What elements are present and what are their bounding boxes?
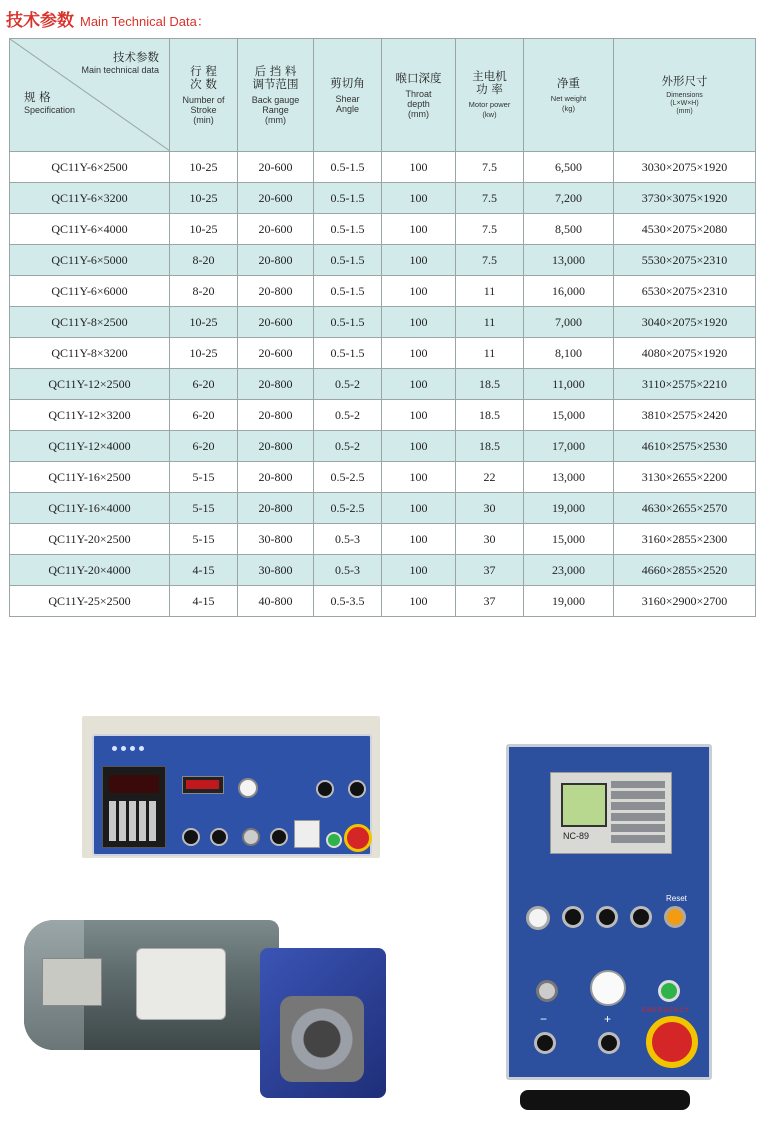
table-cell: 22 (456, 462, 524, 493)
model-cell: QC11Y-20×2500 (10, 524, 170, 555)
table-cell: 0.5-2 (314, 369, 382, 400)
table-cell: 3730×3075×1920 (614, 183, 756, 214)
emergency-stop-button[interactable] (646, 1016, 698, 1068)
column-header-zh: 后 挡 料 调节范围 (252, 64, 299, 91)
table-cell: 4-15 (170, 555, 238, 586)
table-cell: 7.5 (456, 152, 524, 183)
table-cell: 100 (382, 338, 456, 369)
table-cell: 3030×2075×1920 (614, 152, 756, 183)
table-row (10, 369, 756, 400)
table-cell: 16,000 (524, 276, 614, 307)
table-cell: 20-800 (238, 369, 314, 400)
page-heading (6, 6, 210, 31)
table-cell: 15,000 (524, 400, 614, 431)
table-row (10, 245, 756, 276)
model-cell: QC11Y-16×4000 (10, 493, 170, 524)
table-cell: 23,000 (524, 555, 614, 586)
table-row (10, 400, 756, 431)
corner-bottom-en: Specification (24, 105, 76, 115)
table-row (10, 183, 756, 214)
table-cell: 7,000 (524, 307, 614, 338)
table-cell: 11 (456, 276, 524, 307)
table-cell: 0.5-1.5 (314, 183, 382, 214)
table-cell: 100 (382, 555, 456, 586)
table-cell: 6-20 (170, 400, 238, 431)
column-header-en: Throat depth (mm) (405, 88, 432, 119)
column-header-zh: 净重 (557, 75, 580, 90)
table-cell: 100 (382, 586, 456, 617)
table-row (10, 586, 756, 617)
table-cell: 15,000 (524, 524, 614, 555)
table-cell: 0.5-1.5 (314, 307, 382, 338)
motor-gearbox-photo (24, 900, 396, 1110)
nameplate (42, 958, 102, 1006)
table-cell: 18.5 (456, 400, 524, 431)
corner-top-zh: 技术参数 (113, 50, 159, 64)
table-cell: 6-20 (170, 431, 238, 462)
corner-bottom-zh: 规 格 (24, 90, 51, 104)
controller-display (109, 775, 159, 793)
push-button[interactable] (210, 828, 228, 846)
power-indicator-button[interactable] (526, 906, 550, 930)
model-cell: QC11Y-6×3200 (10, 183, 170, 214)
table-cell: 8-20 (170, 276, 238, 307)
table-cell: 30 (456, 524, 524, 555)
table-cell: 8,100 (524, 338, 614, 369)
table-cell: 100 (382, 524, 456, 555)
table-cell: 19,000 (524, 586, 614, 617)
table-cell: 20-600 (238, 307, 314, 338)
table-row (10, 152, 756, 183)
table-cell: 4530×2075×2080 (614, 214, 756, 245)
table-cell: 0.5-1.5 (314, 245, 382, 276)
table-cell: 0.5-3 (314, 555, 382, 586)
table-cell: 0.5-2.5 (314, 462, 382, 493)
table-cell: 17,000 (524, 431, 614, 462)
table-cell: 13,000 (524, 245, 614, 276)
key-switch[interactable] (242, 828, 260, 846)
column-header-en: Back gauge Range (mm) (251, 95, 300, 125)
table-cell: 20-800 (238, 493, 314, 524)
table-cell: 6-20 (170, 369, 238, 400)
column-header-en: Net weight (kg) (550, 93, 587, 113)
table-cell: 20-600 (238, 214, 314, 245)
emergency-label: EMERGENCY (642, 1008, 690, 1014)
table-cell: 10-25 (170, 183, 238, 214)
table-cell: 10-25 (170, 338, 238, 369)
table-cell: 7,200 (524, 183, 614, 214)
table-cell: 11,000 (524, 369, 614, 400)
table-cell: 20-800 (238, 462, 314, 493)
model-cell: QC11Y-12×2500 (10, 369, 170, 400)
table-cell: 20-600 (238, 152, 314, 183)
pressure-gauge (590, 970, 626, 1006)
table-cell: 100 (382, 183, 456, 214)
table-header-row (10, 39, 756, 152)
controller-screen (561, 783, 607, 827)
selector-knob[interactable] (348, 780, 366, 798)
table-cell: 3040×2075×1920 (614, 307, 756, 338)
table-row (10, 493, 756, 524)
table-cell: 20-600 (238, 338, 314, 369)
decrease-button[interactable] (534, 1032, 556, 1054)
table-cell: 0.5-2.5 (314, 493, 382, 524)
table-cell: 19,000 (524, 493, 614, 524)
corner-top-en: Main technical data (81, 65, 159, 75)
column-header-en: Shear Angle (335, 93, 360, 114)
dial-gauge (294, 820, 320, 848)
table-cell: 100 (382, 214, 456, 245)
selector-knob[interactable] (270, 828, 288, 846)
junction-box (136, 948, 226, 1020)
model-cell: QC11Y-20×4000 (10, 555, 170, 586)
table-cell: 5-15 (170, 493, 238, 524)
table-cell: 4630×2655×2570 (614, 493, 756, 524)
column-header-en: Dimensions (L×W×H) (mm) (666, 91, 703, 115)
model-cell: QC11Y-6×2500 (10, 152, 170, 183)
table-cell: 100 (382, 400, 456, 431)
small-control-panel-photo (82, 716, 380, 858)
table-cell: 3160×2900×2700 (614, 586, 756, 617)
table-cell: 4610×2575×2530 (614, 431, 756, 462)
table-cell: 10-25 (170, 307, 238, 338)
key-switch[interactable] (536, 980, 558, 1002)
power-indicator-button[interactable] (238, 778, 258, 798)
table-cell: 100 (382, 462, 456, 493)
table-cell: 20-800 (238, 431, 314, 462)
table-cell: 100 (382, 152, 456, 183)
table-cell: 37 (456, 586, 524, 617)
digital-controller (102, 766, 166, 848)
table-cell: 40-800 (238, 586, 314, 617)
table-row (10, 462, 756, 493)
selector-knob[interactable] (562, 906, 584, 928)
column-header-stroke (170, 39, 238, 152)
gearbox-flange (280, 996, 364, 1082)
start-button[interactable] (658, 980, 680, 1002)
table-cell: 30-800 (238, 555, 314, 586)
model-cell: QC11Y-12×3200 (10, 400, 170, 431)
reset-button[interactable] (664, 906, 686, 928)
column-header-zh: 剪切角 (330, 75, 365, 90)
table-cell: 11 (456, 307, 524, 338)
controller-keypad (611, 781, 665, 843)
table-cell: 4660×2855×2520 (614, 555, 756, 586)
model-cell: QC11Y-8×3200 (10, 338, 170, 369)
table-row (10, 214, 756, 245)
table-cell: 0.5-2 (314, 400, 382, 431)
table-cell: 100 (382, 493, 456, 524)
table-cell: 7.5 (456, 214, 524, 245)
table-cell: 100 (382, 369, 456, 400)
table-cell: 8-20 (170, 245, 238, 276)
heading-en: Main Technical Data： (80, 14, 210, 29)
column-header-net-weight (524, 39, 614, 152)
table-row (10, 431, 756, 462)
selector-knob[interactable] (596, 906, 618, 928)
increase-button[interactable] (598, 1032, 620, 1054)
table-cell: 6530×2075×2310 (614, 276, 756, 307)
controller-keypad (109, 801, 159, 841)
model-cell: QC11Y-8×2500 (10, 307, 170, 338)
column-header-zh: 主电机 功 率 (472, 69, 507, 96)
table-cell: 5-15 (170, 462, 238, 493)
technical-data-table (9, 38, 756, 617)
table-cell: 30-800 (238, 524, 314, 555)
minus-label: − (540, 1012, 548, 1026)
table-cell: 100 (382, 276, 456, 307)
start-button[interactable] (326, 832, 342, 848)
table-cell: 3110×2575×2210 (614, 369, 756, 400)
table-cell: 20-800 (238, 245, 314, 276)
table-cell: 0.5-3 (314, 524, 382, 555)
table-cell: 5-15 (170, 524, 238, 555)
table-cell: 4080×2075×1920 (614, 338, 756, 369)
table-cell: 0.5-1.5 (314, 214, 382, 245)
emergency-stop-button[interactable] (344, 824, 372, 852)
panel-face (92, 734, 372, 856)
table-cell: 100 (382, 245, 456, 276)
table-cell: 13,000 (524, 462, 614, 493)
table-cell: 10-25 (170, 214, 238, 245)
table-row (10, 338, 756, 369)
table-cell: 18.5 (456, 369, 524, 400)
table-cell: 100 (382, 307, 456, 338)
table-cell: 18.5 (456, 431, 524, 462)
table-cell: 0.5-3.5 (314, 586, 382, 617)
table-row (10, 307, 756, 338)
table-cell: 0.5-1.5 (314, 338, 382, 369)
table-cell: 30 (456, 493, 524, 524)
heading-zh: 技术参数 (6, 11, 74, 31)
nc-controller (550, 772, 672, 854)
table-cell: 5530×2075×2310 (614, 245, 756, 276)
controller-model-label: NC-89 (563, 831, 590, 841)
table-cell: 3130×2655×2200 (614, 462, 756, 493)
header-corner-cell (10, 39, 170, 152)
push-button[interactable] (182, 828, 200, 846)
table-cell: 10-25 (170, 152, 238, 183)
counter-display (182, 776, 224, 794)
table-cell: 0.5-1.5 (314, 276, 382, 307)
column-header-motor-power (456, 39, 524, 152)
table-cell: 3160×2855×2300 (614, 524, 756, 555)
table-cell: 6,500 (524, 152, 614, 183)
column-header-zh: 喉口深度 (395, 70, 442, 85)
table-cell: 7.5 (456, 245, 524, 276)
column-header-shear-angle (314, 39, 382, 152)
column-header-back-gauge (238, 39, 314, 152)
indicator-strip (112, 746, 170, 764)
model-cell: QC11Y-6×5000 (10, 245, 170, 276)
column-header-zh: 外形尺寸 (661, 73, 708, 88)
model-cell: QC11Y-6×4000 (10, 214, 170, 245)
table-cell: 3810×2575×2420 (614, 400, 756, 431)
table-cell: 100 (382, 431, 456, 462)
pendant-console-photo (506, 744, 712, 1116)
column-header-en: Number of Stroke (min) (182, 95, 225, 125)
table-cell: 37 (456, 555, 524, 586)
table-cell: 11 (456, 338, 524, 369)
selector-knob[interactable] (630, 906, 652, 928)
plus-label: + (604, 1012, 612, 1026)
column-header-dimensions (614, 39, 756, 152)
console-handle (520, 1090, 690, 1110)
table-row (10, 524, 756, 555)
model-cell: QC11Y-25×2500 (10, 586, 170, 617)
table-row (10, 555, 756, 586)
table-cell: 8,500 (524, 214, 614, 245)
model-cell: QC11Y-16×2500 (10, 462, 170, 493)
table-cell: 20-800 (238, 276, 314, 307)
column-header-throat-depth (382, 39, 456, 152)
table-cell: 7.5 (456, 183, 524, 214)
table-cell: 20-600 (238, 183, 314, 214)
reset-label: Reset (666, 894, 687, 903)
column-header-zh: 行 程 次 数 (190, 64, 217, 91)
table-row (10, 276, 756, 307)
column-header-en: Motor power (kw) (468, 100, 511, 119)
table-cell: 0.5-2 (314, 431, 382, 462)
model-cell: QC11Y-12×4000 (10, 431, 170, 462)
table-cell: 0.5-1.5 (314, 152, 382, 183)
table-cell: 4-15 (170, 586, 238, 617)
table-cell: 20-800 (238, 400, 314, 431)
table-body (10, 152, 756, 617)
model-cell: QC11Y-6×6000 (10, 276, 170, 307)
selector-knob[interactable] (316, 780, 334, 798)
